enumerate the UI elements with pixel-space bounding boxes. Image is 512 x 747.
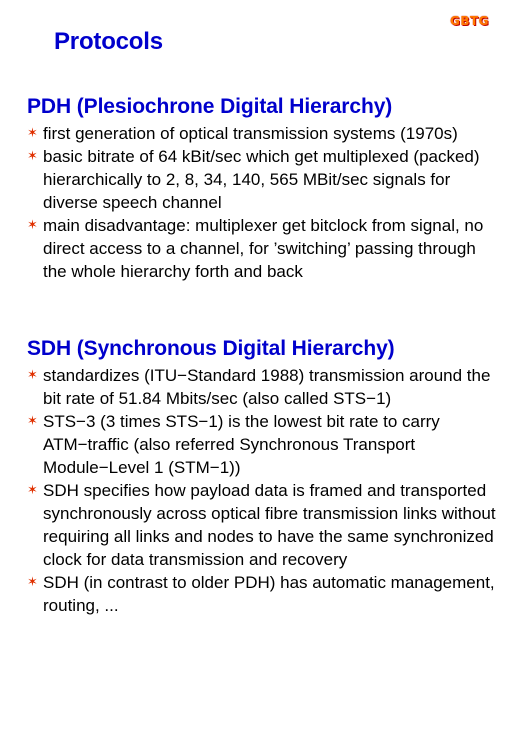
section-pdh [0,94,512,283]
bullet-text: STS−3 (3 times STS−1) is the lowest bit rate to carry ATM−traffic (also referred Synchronous Transport Module−Level 1 (STM−1)) [43,412,440,477]
bullet-item [0,364,512,410]
bullet-item [0,122,512,145]
star-bullet-icon: ✶ [27,217,38,232]
bullet-item [0,571,512,617]
star-bullet-icon: ✶ [27,125,38,140]
star-bullet-icon: ✶ [27,482,38,497]
gbtg-logo: GBTG [450,14,490,28]
bullet-item [0,479,512,571]
section-sdh [0,336,512,617]
bullet-text: standardizes (ITU−Standard 1988) transmission around the bit rate of 51.84 Mbits/sec (also called STS−1) [43,366,491,408]
star-bullet-icon: ✶ [27,413,38,428]
bullet-text: first generation of optical transmission systems (1970s) [43,124,458,143]
star-bullet-icon: ✶ [27,367,38,382]
page-title: Protocols [54,28,163,55]
bullet-text: basic bitrate of 64 kBit/sec which get multiplexed (packed) hierarchically to 2, 8, 34, 140, 565 MBit/sec signals for diverse speech channel [43,147,480,212]
section-heading-pdh: PDH (Plesiochrone Digital Hierarchy) [27,95,393,118]
star-bullet-icon: ✶ [27,148,38,163]
bullet-item [0,145,512,214]
bullet-list-pdh [0,122,512,283]
bullet-item [0,410,512,479]
bullet-text: SDH (in contrast to older PDH) has automatic management, routing, ... [43,573,495,615]
bullet-item [0,214,512,283]
section-heading-sdh: SDH (Synchronous Digital Hierarchy) [27,337,395,360]
bullet-text: main disadvantage: multiplexer get bitclock from signal, no direct access to a channel, for ’switching’ passing through the whole hierarchy forth and back [43,216,484,281]
star-bullet-icon: ✶ [27,574,38,589]
bullet-text: SDH specifies how payload data is framed and transported synchronously across optical fibre transmission links without requiring all links and nodes to have the same synchronized clock for data transmission and recovery [43,481,496,569]
bullet-list-sdh [0,364,512,617]
